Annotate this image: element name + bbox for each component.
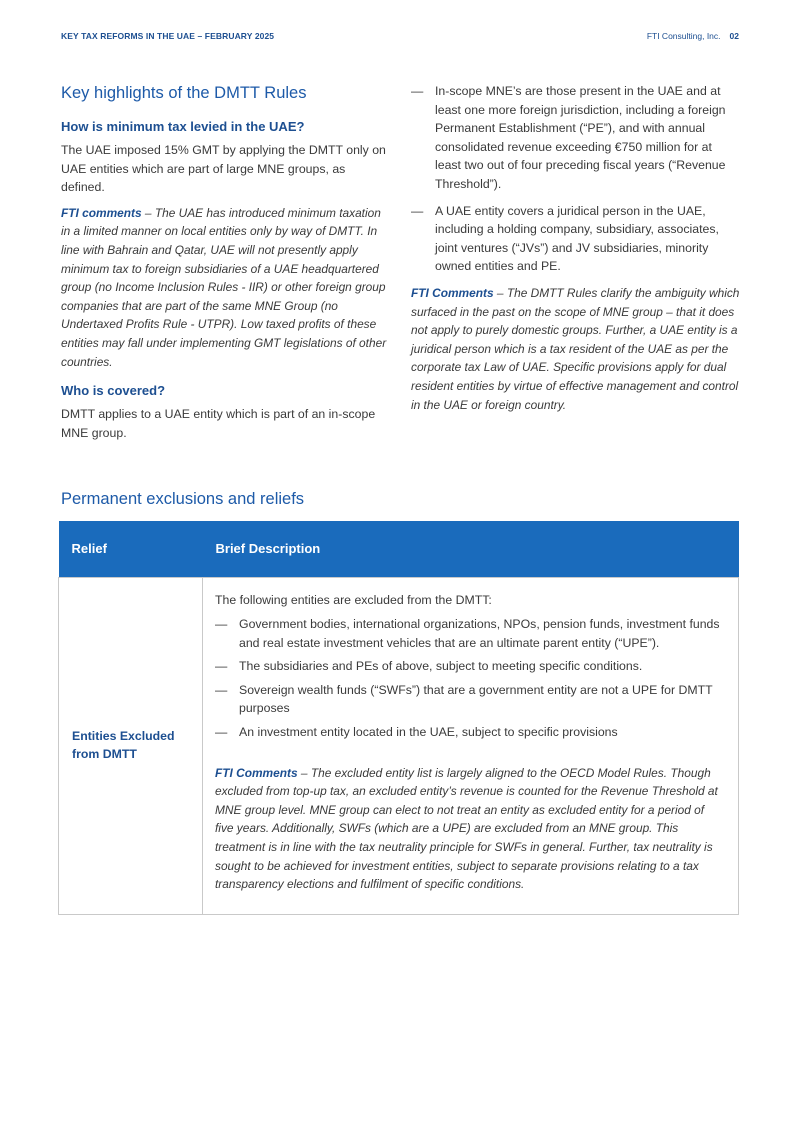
right-column [411,82,741,426]
description-cell [203,577,739,914]
dash-bullet-icon: — [215,617,228,632]
report-header-title: KEY TAX REFORMS IN THE UAE – FEBRUARY 2025 [61,31,275,41]
fti-comment-exclusions [215,764,725,894]
section-title-highlights: Key highlights of the DMTT Rules [61,84,307,102]
exclusions-bullet-list [215,615,725,742]
comment-text: – The excluded entity list is largely aligned to the OECD Model Rules. Though excluded from top-up tax, an excluded entity’s revenue is counted for the Revenue Threshold at MNE group level. MNE group can elect to not treat an entity as excluded entity for a period of five years. Additionally, SWFs (which are a UPE) are excluded from an MNE group. This treatment is in line with the tax neutrality principle for SWFs in general. Further, tax neutrality is sought to be achieved for investment entities, subject to separate provisions relating to a tax transparency elections and fulfilment of specific conditions. [215,765,718,892]
table-header-row [59,521,739,577]
comment-label: FTI Comments [215,765,298,780]
report-header-meta [647,31,739,41]
list-item [411,82,741,194]
comment-text: – The DMTT Rules clarify the ambiguity which surfaced in the past on the scope of MNE group – that it does not apply to purely domestic groups. Further, a UAE entity is a juridical person which is a tax resident of the UAE as per the corporate tax Law of UAE. Specific provisions apply for dual resident entities by virtue of effective management and control in the UAE or foreign country. [411,285,740,412]
exclusions-table [58,521,739,915]
comment-label: FTI Comments [411,285,494,300]
list-item [215,723,725,742]
subheading-who-covered: Who is covered? [61,383,166,399]
list-item-text: An investment entity located in the UAE, subject to specific provisions [239,725,618,740]
page-number: 02 [729,31,739,41]
column-header-description: Brief Description [203,521,739,577]
comment-label: FTI comments [61,205,142,220]
paragraph-minimum-tax: The UAE imposed 15% GMT by applying the DMTT only on UAE entities which are part of large MNE groups, as defined. [61,143,386,195]
list-item [215,681,725,718]
paragraph-who-covered: DMTT applies to a UAE entity which is part of an in-scope MNE group. [61,407,376,440]
list-item-text: In-scope MNE’s are those present in the UAE and at least one more foreign jurisdiction, including a foreign Permanent Establishment (“PE”), and with annual consolidated revenue exceeding €750 million for at least two out of four preceding fiscal years (“Revenue Threshold”). [435,84,726,191]
dash-bullet-icon: — [411,84,424,98]
relief-label-cell: Entities Excluded from DMTT [59,577,203,914]
list-item [411,202,741,276]
fti-comment-minimum-tax [61,204,391,371]
left-column [61,84,391,449]
table-row [59,577,739,914]
dash-bullet-icon: — [215,682,228,697]
fti-comment-scope [411,284,741,414]
scope-bullet-list [411,82,741,276]
dash-bullet-icon: — [215,659,228,674]
dash-bullet-icon: — [411,203,424,218]
subheading-minimum-tax: How is minimum tax levied in the UAE? [61,119,305,134]
company-name: FTI Consulting, Inc. [646,31,721,41]
dash-bullet-icon: — [215,725,228,740]
column-header-relief: Relief [59,521,203,577]
section-title-exclusions: Permanent exclusions and reliefs [61,490,305,508]
comment-text: – The UAE has introduced minimum taxation in a limited manner on local entities only by way of DMTT. In line with Bahrain and Qatar, UAE will not presently apply minimum tax to foreign subsidiaries of a UAE headquartered group (no Income Inclusion Rules - IIR) or other foreign group companies that are part of the same MNE Group (no Undertaxed Profits Rule - UTPR). Low taxed profits of these entities may fall under implementing GMT legislations of other countries. [61,205,387,369]
list-item [215,657,725,676]
list-item [215,615,725,652]
exclusions-intro: The following entities are excluded from the DMTT: [215,592,492,607]
list-item-text: Sovereign wealth funds (“SWFs”) that are a government entity are not a UPE for DMTT purposes [239,682,713,716]
list-item-text: Government bodies, international organizations, NPOs, pension funds, investment funds and real estate investment vehicles that are an ultimate parent entity (“UPE”). [239,617,720,650]
list-item-text: A UAE entity covers a juridical person in the UAE, including a holding company, subsidiary, associates, joint ventures (“JVs”) and JV subsidiaries, minority owned entities and PE. [435,203,719,274]
list-item-text: The subsidiaries and PEs of above, subject to meeting specific conditions. [239,659,643,674]
